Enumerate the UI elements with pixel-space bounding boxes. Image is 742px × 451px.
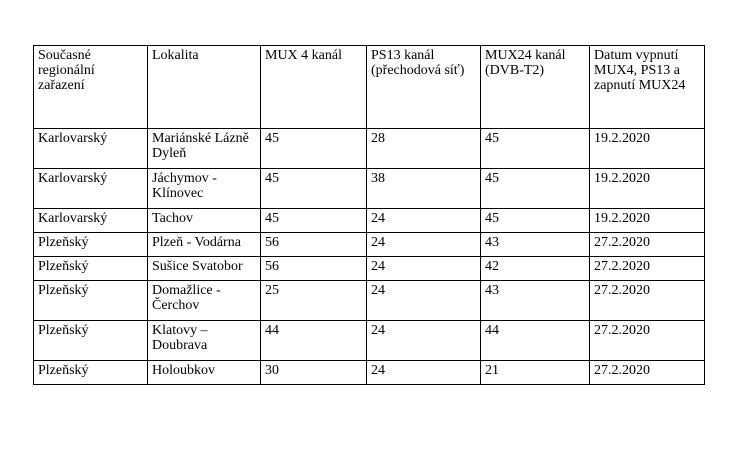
cell-location: Domažlice - Čerchov — [148, 281, 261, 321]
header-mux24-channel: MUX24 kanál (DVB-T2) — [481, 46, 590, 129]
cell-region: Plzeňský — [34, 233, 148, 257]
table-row — [34, 129, 705, 169]
cell-mux24: 45 — [481, 169, 590, 209]
cell-ps13: 24 — [367, 321, 481, 361]
cell-ps13: 24 — [367, 361, 481, 385]
table-row — [34, 209, 705, 233]
cell-mux4: 45 — [261, 129, 367, 169]
header-ps13-channel: PS13 kanál (přechodová síť) — [367, 46, 481, 129]
cell-location: Jáchymov - Klínovec — [148, 169, 261, 209]
header-region: Současné regionální zařazení — [34, 46, 148, 129]
table-row — [34, 233, 705, 257]
cell-mux4: 44 — [261, 321, 367, 361]
cell-region: Karlovarský — [34, 129, 148, 169]
cell-mux24: 45 — [481, 209, 590, 233]
cell-region: Plzeňský — [34, 321, 148, 361]
table-row — [34, 281, 705, 321]
cell-region: Plzeňský — [34, 361, 148, 385]
cell-location: Tachov — [148, 209, 261, 233]
cell-ps13: 24 — [367, 209, 481, 233]
cell-mux4: 45 — [261, 169, 367, 209]
cell-date: 19.2.2020 — [590, 209, 705, 233]
cell-region: Karlovarský — [34, 169, 148, 209]
cell-mux24: 43 — [481, 281, 590, 321]
cell-location: Klatovy – Doubrava — [148, 321, 261, 361]
cell-mux24: 43 — [481, 233, 590, 257]
cell-ps13: 24 — [367, 281, 481, 321]
cell-mux4: 25 — [261, 281, 367, 321]
cell-location: Sušice Svatobor — [148, 257, 261, 281]
cell-ps13: 24 — [367, 233, 481, 257]
table-header-row — [34, 46, 705, 129]
cell-location: Holoubkov — [148, 361, 261, 385]
cell-location: Mariánské Lázně Dyleň — [148, 129, 261, 169]
cell-region: Plzeňský — [34, 257, 148, 281]
header-switch-date: Datum vypnutí MUX4, PS13 a zapnutí MUX24 — [590, 46, 705, 129]
cell-ps13: 24 — [367, 257, 481, 281]
table-row — [34, 361, 705, 385]
cell-date: 27.2.2020 — [590, 257, 705, 281]
header-mux4-channel: MUX 4 kanál — [261, 46, 367, 129]
table-row — [34, 257, 705, 281]
cell-date: 27.2.2020 — [590, 361, 705, 385]
cell-date: 19.2.2020 — [590, 129, 705, 169]
cell-date: 27.2.2020 — [590, 321, 705, 361]
dvb-transition-table — [33, 45, 705, 385]
cell-date: 19.2.2020 — [590, 169, 705, 209]
cell-mux24: 21 — [481, 361, 590, 385]
cell-mux4: 56 — [261, 233, 367, 257]
cell-mux4: 30 — [261, 361, 367, 385]
cell-region: Plzeňský — [34, 281, 148, 321]
cell-mux4: 56 — [261, 257, 367, 281]
cell-ps13: 28 — [367, 129, 481, 169]
table-row — [34, 169, 705, 209]
cell-mux4: 45 — [261, 209, 367, 233]
cell-date: 27.2.2020 — [590, 233, 705, 257]
header-location: Lokalita — [148, 46, 261, 129]
table-row — [34, 321, 705, 361]
cell-mux24: 45 — [481, 129, 590, 169]
cell-location: Plzeň - Vodárna — [148, 233, 261, 257]
cell-ps13: 38 — [367, 169, 481, 209]
cell-mux24: 44 — [481, 321, 590, 361]
cell-region: Karlovarský — [34, 209, 148, 233]
cell-date: 27.2.2020 — [590, 281, 705, 321]
cell-mux24: 42 — [481, 257, 590, 281]
